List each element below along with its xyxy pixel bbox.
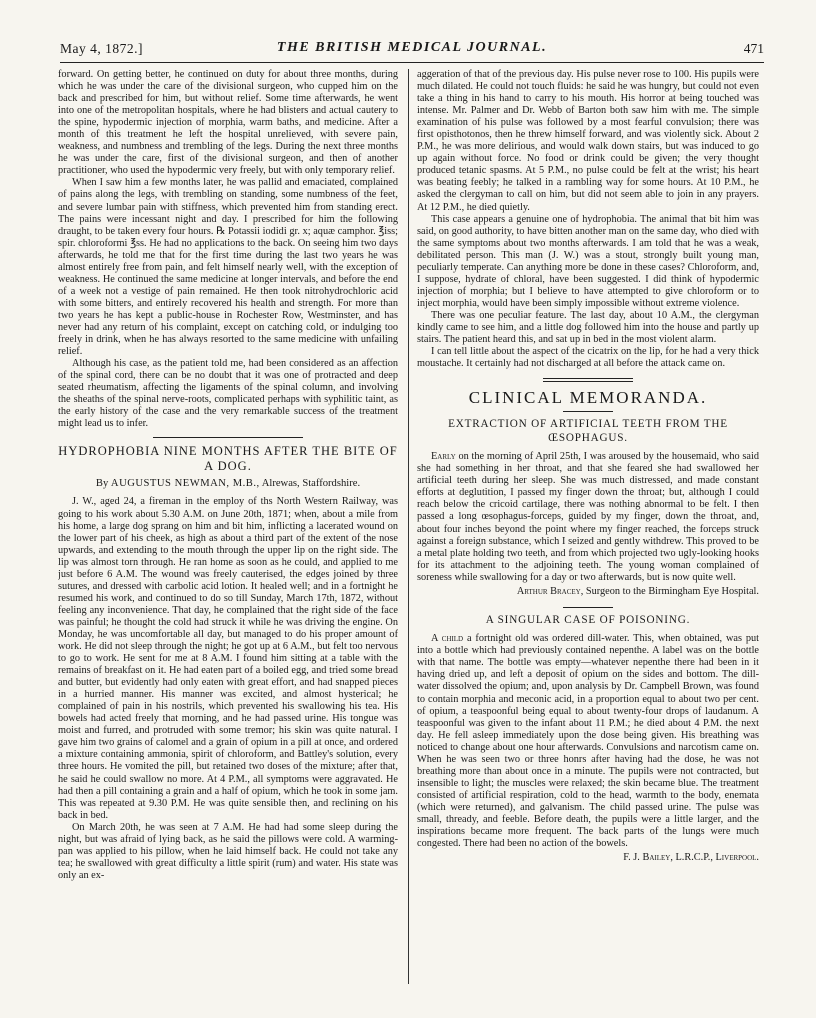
memo-lead-word: Early [431,451,456,463]
memo-lead-word: A child [431,633,464,645]
article-paragraph: There was one peculiar feature. The last day, about 10 A.M., the clergyman kindly came to see him, and a little dog followed him into the house and partly up stairs. The patient heard this, and sat up in bed in the most violent alarm. [417,309,759,346]
memo-signature [417,586,759,598]
case-paragraph: When I saw him a few months later, he was pallid and emaciated, complained of pains along the legs, with trembling on standing, some numbness of the feet, and severe lumbar pain with stiffness, which prevented him from standing erect. The pains were incessant night and day. I prescribed for him the following draught, to be taken every four hours. ℞ Potassii iodidi gr. x; aquæ camphor. ℥iss; spir. chloroformi ℥ss. He had no applications to the back. On seeing him two days afterwards, he told me that for the first time during the last two years he was almost entirely free from pain, and felt himself nearly well, with the exception of weakness. He continued the same medicine at longer intervals, and before the end of a week not a vestige of pain remained. He then took nitrohydrochloric acid with some bitters, and entirely recovered his health and strength. For more than two years he has kept a public-house in Rochester Row, Westminster, and has never had any return of his complaint, except on catching cold, or indulging too freely in drink, when he has always resorted to the same medicine with unfailing relief. [58,177,398,358]
article-paragraph: aggeration of that of the previous day. His pulse never rose to 100. His pupils were much dilated. He could not touch fluids: he said he was hungry, but could not even take a thing in his hand to carry to his mouth. His horror at being touched was intense. Mr. Palmer and Dr. Webb of Barton both saw him with me. The simple examination of his pulse was followed by a most fearful convulsion; there was first opisthotonos, then he threw himself forward, and was violently sick. About 2 P.M., he was more delirious, and would walk down stairs, but was induced to go up again without force. No food or drink could be given; the very thought produced tetanic spasms. At 5 P.M., no pulse could be felt at the wrist; his heart was beating feebly; he talked in a rambling way for some hours. At 10 P.M., he asked the clergyman to call on him, but did not seem able to join in any prayers. At 12 P.M., he died quietly. [417,69,759,213]
article-paragraph: I can tell little about the aspect of the cicatrix on the lip, for he had a very thick moustache. It certainly had not discharged at all before the attack came on. [417,346,759,370]
memo-paragraph [417,633,759,850]
section-title: CLINICAL MEMORANDA. [468,388,708,408]
memo-paragraph [417,451,759,584]
article-paragraph: On March 20th, he was seen at 7 A.M. He had had some sleep during the night, but was afraid of lying back, as he said the pillows were cold. A warming-pan was applied to his pillow, when he laid himself back. He could not take any tea; he swallowed with great difficulty a little spirit (rum) and water. His state was only an ex- [58,821,398,881]
article-paragraph: This case appears a genuine one of hydrophobia. The animal that bit him was said, on good authority, to have bitten another man on the same day, who died with the same symptoms about two months afterwards. I am told that he was a weak, debilitated person. This man (J. W.) was a stout, strongly built young man, peculiarly temperate. Can anything more be done in these cases? Chloroform, and, I suppose, hydrate of chloral, have been suggested. I did think of hypodermic injection of morphia; but I believe to have attempted to give chloroform or to inject morphia, would have been simply impossible without extreme violence. [417,213,759,309]
signature-title: Surgeon to the Birmingham Eye Hospital. [583,585,759,597]
case-paragraph: Although his case, as the patient told me, had been considered as an affection of the spinal cord, there can be no doubt that it was one of protracted and deep seated rheumatism, affecting the ligaments of the spinal column, and involving the sheaths of the spinal nerve-roots, complicated perhaps with syphilitic taint, as the early history of the case and the very remarkable success of the treatment might lead us to infer. [58,358,398,430]
memo-text: on the morning of April 25th, I was aroused by the housemaid, who said she had something in her throat, and that she feared she had swallowed her artificial teeth during her sleep. She was much distressed, and made constant efforts at deglutition, I passed my finger down the throat; but, although I could reach below the cricoid cartilage, there was nothing abnormal to be felt. I then passed a long œsophagus-forceps, guided by my finger, down the throat, and, about four inches beyond the point where my finger reached, the forceps struck against a foreign substance, which I seized and gently withdrew. This proved to be a metal plate holding two teeth, and from which projected two ugly-looking hooks for its attachment to the adjoining teeth. The young woman complained of soreness while swallowing for a day or two afterwards, but is now quite well. [417,451,759,583]
section-double-rule [543,378,633,382]
byline-prefix: By [95,478,109,490]
memo-title: A SINGULAR CASE OF POISONING. [485,613,691,626]
section-divider [153,437,303,438]
right-column [417,69,759,864]
case-paragraph: forward. On getting better, he continued on duty for about three months, during which he was under the care of the divisional surgeon, who cupped him on the back and prescribed for him, but without relief. Some time afterwards, he went into one of the metropolitan hospitals, where he had blisters and actual cautery to the spine, hypodermic injection of morphia, warm baths, and medicine. After a month of this treatment he left the hospital unrelieved, with severe pain, weakness, and numbness and trembling of the legs. During the next three months he was under the care, first of the divisional surgeon, and then of another practitioner, who used the hypodermic very freely, but with only temporary relief. [58,69,398,177]
page-header [60,38,764,63]
article-title: HYDROPHOBIA NINE MONTHS AFTER THE BITE OF A DOG. [58,444,398,474]
memo-text: a fortnight old was ordered dill-water. This, when obtained, was put into a bottle which had previously contained nepenthe. A label was on the bottle with that name. The bottle was empty—whatever nepenthe there had been in it having dried up, and left a deposit of opium on the sides and bottom. The dill-water dissolved the opium; and, upon analysis by Dr. Campbell Brown, was found to contain morphia and meconic acid, in a proportion equal to about two per cent. of opium, a teaspoonful being equal to about twenty-four drops of laudanum. A teaspoonful was given to the infant about 11 P.M.; he died about 4 P.M. the next day. He fell asleep immediately upon the dose being given. His breathing was noticed to change about one hour afterwards. Convulsions and narcotism came on. When he was seen two or three honrs after having had the dose, he was not breathing more than about once in a minute. The pupils were not contracted, but insensible to light; the muscles were relaxed; the skin became blue. The treatment consisted of artificial respiration, cold to the head, warmth to the body, enemata (which were returned), and galvanism. The child passed urine. The pulse was small, thready, and feeble. Before death, the pupils were a little larger, and the inspirations became more frequent. The back parts of the lungs were much congested. There had been no action of the bowels. [417,633,759,850]
page-number: 471 [743,41,764,56]
section-divider [563,411,613,412]
issue-date: May 4, 1872.] [60,41,143,56]
journal-title: THE BRITISH MEDICAL JOURNAL. [276,40,548,55]
section-divider [563,607,613,608]
article-paragraph: J. W., aged 24, a fireman in the employ of ths North Western Railway, was going to his work about 5.30 A.M. on June 20th, 1871; when, about a mile from his home, a large dog sprang on him and bit him, inflicting a lacerated wound on the lower part of his cheek, as high as about a third part of the extent of the nose upwards, and extending to the mouth through the upper lip on the right side. The lip was almost torn through. He ran home as soon as he could, and applied to me just before 6 A.M. The wound was freely cauterised, the edges joined by three sutures, and dressed with carbolic acid lotion. It healed well; and in a fortnight he resumed his work, and continued to do so till Sunday, March 17th, 1872, without feeling any inconvenience. That day, he complained that the right side of the face was painful; he thought the cold had struck it while he was driving the engine. On Monday, he was uncomfortable all day, but managed to do his proper amount of work. He did not sleep through the night; he got up at 6 A.M., but felt too nervous to go to work. He sent for me at 8 A.M. I found him sitting at a table with the remains of breakfast on it. He had eaten part of a boiled egg, and tried some bread and butter, but evidently had only eaten with great effort, and had snapped pieces in a hurried manner. His manner was excited, and almost hysterical; he complained of pain in his nostrils, which prevented his swallowing his tea. His bowels had acted freely that morning, and he had passed urine. His tongue was moist and furred, and protruded with some tremor; his skin was quite natural. I gave him two grains of calomel and a grain of opium in a pill at once, and ordered a mixture containing ammonia, spirit of chloroform, and Battley's solution, every three hours. He vomited the pill, but retained two doses of the mixture; after that, he said he could swallow no more. At 4 P.M., all symptoms were aggravated. He had then a pill containing a grain and a half of opium, which he took in some jam. This was repeated at 9.30 P.M. He was quite sensible then, and reclining on his back in bed. [58,496,398,821]
author-place: Alrewas, Staffordshire. [261,478,361,490]
memo-title: EXTRACTION OF ARTIFICIAL TEETH FROM THE ŒSOPHAGUS. [448,418,728,444]
memo-signature: F. J. Bailey, L.R.C.P., Liverpool. [623,852,759,864]
author-name: AUGUSTUS NEWMAN, M.B., [110,478,260,490]
signature-name: Arthur Bracey, [516,585,584,597]
article-byline [58,478,398,490]
left-column [58,69,398,882]
column-divider [408,69,409,984]
